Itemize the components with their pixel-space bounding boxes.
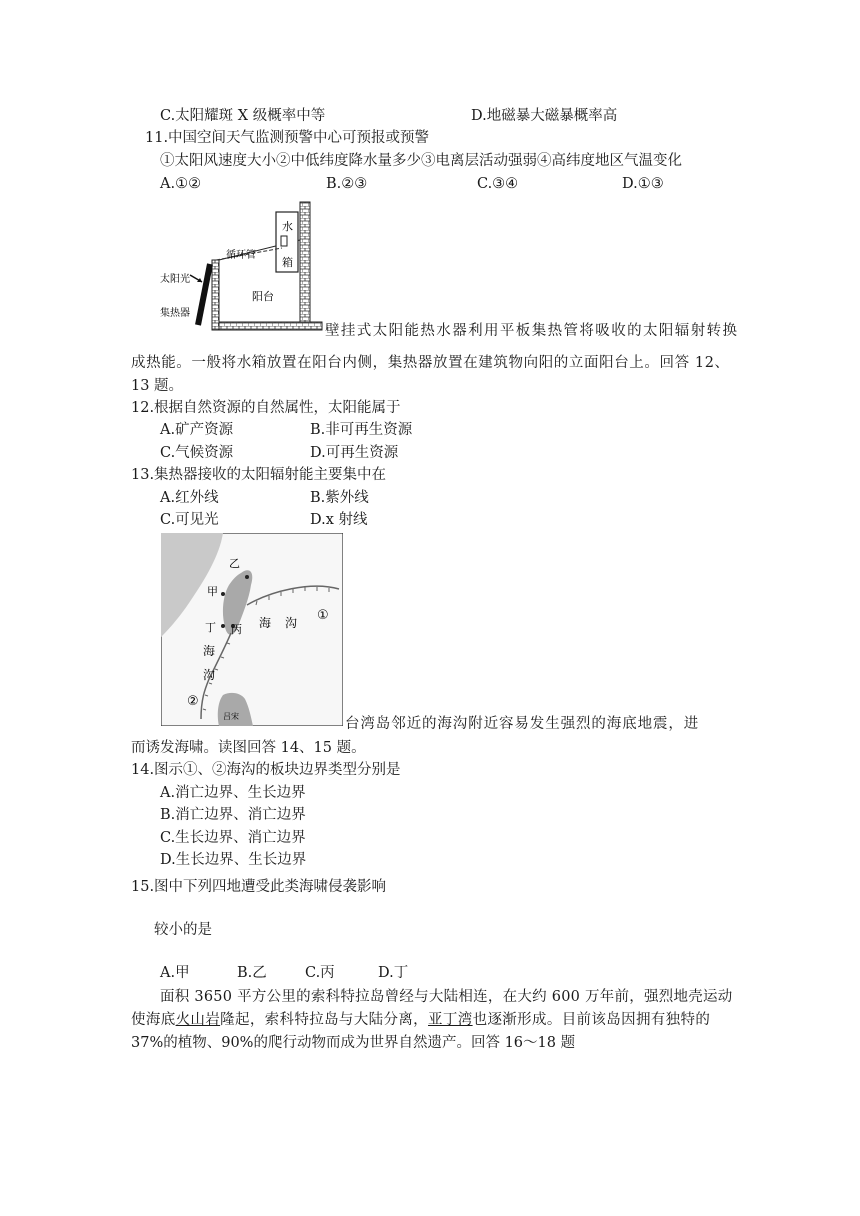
q14-stem: 14.图示①、②海沟的板块边界类型分别是 (131, 762, 401, 778)
passage3-line1: 面积 3650 平方公里的索科特拉岛曾经与大陆相连，在大约 600 万年前，强烈地壳运动 (160, 989, 733, 1005)
trench1-char-a: 海 (259, 616, 272, 630)
tank-label-1: 水 (282, 220, 293, 233)
q12-option-d: D.可再生资源 (310, 445, 399, 461)
q12-option-b: B.非可再生资源 (310, 422, 413, 438)
q13-option-d: D.x 射线 (310, 512, 368, 528)
q14-option-c: C.生长边界、消亡边界 (160, 830, 306, 846)
q12-option-c: C.气候资源 (160, 445, 234, 461)
passage3-line2-a: 使海底 (131, 1012, 176, 1028)
q13-option-a: A.红外线 (160, 490, 219, 506)
q14-option-b: B.消亡边界、消亡边界 (160, 807, 306, 823)
passage3-line2-b: 隆起，索科特拉岛与大陆分离， (220, 1012, 429, 1028)
term-volcanic-rock: 火山岩 (175, 1012, 221, 1028)
label-bing: 丙 (231, 623, 242, 636)
q11-option-c: C.③④ (477, 176, 519, 192)
trench2-char-a: 海 (203, 644, 216, 658)
passage1-line3: 13 题。 (131, 378, 184, 394)
trench1-number: ① (317, 608, 329, 623)
q11-stem: 11.中国空间天气监测预警中心可预报或预警 (145, 130, 430, 146)
sunlight-label: 太阳光 (160, 274, 190, 285)
trench1-char-b: 沟 (285, 616, 298, 630)
passage1-line2: 成热能。一般将水箱放置在阳台内侧，集热器放置在建筑物向阳的立面阳台上。回答 12、 (131, 355, 730, 371)
taiwan-trench-map (161, 533, 343, 726)
tank-label-2: 箱 (282, 256, 293, 269)
q12-option-a: A.矿产资源 (160, 422, 234, 438)
q13-stem: 13.集热器接收的太阳辐射能主要集中在 (131, 467, 387, 483)
pipe-label: 循环管 (226, 250, 256, 261)
q11-option-d: D.①③ (622, 176, 664, 192)
q13-option-c: C.可见光 (160, 512, 219, 528)
q12-stem: 12.根据自然资源的自然属性，太阳能属于 (131, 400, 401, 416)
q11-items: ①太阳风速度大小②中低纬度降水量多少③电离层活动强弱④高纬度地区气温变化 (160, 153, 682, 169)
balcony-label: 阳台 (252, 290, 274, 303)
q15-option-a: A.甲 (160, 965, 190, 981)
label-ding: 丁 (205, 621, 216, 634)
trench2-number: ② (187, 694, 199, 709)
q10-option-c: C.太阳耀斑 X 级概率中等 (160, 108, 326, 124)
label-jia: 甲 (207, 585, 218, 598)
passage1-line1: 壁挂式太阳能热水器利用平板集热管将吸收的太阳辐射转换 (325, 323, 739, 339)
passage2-line1: 台湾岛邻近的海沟附近容易发生强烈的海底地震，进 (345, 716, 700, 732)
q13-option-b: B.紫外线 (310, 490, 369, 506)
solar-heater-diagram (158, 200, 323, 335)
passage2-line2: 而诱发海啸。读图回答 14、15 题。 (131, 740, 366, 756)
q15-stem-line2: 较小的是 (154, 922, 212, 938)
passage3-line2-c: 也逐渐形成。目前该岛因拥有独特的 (472, 1012, 711, 1028)
q15-option-d: D.丁 (378, 965, 409, 981)
label-luzon: 吕宋 (223, 712, 239, 721)
q11-option-b: B.②③ (326, 176, 368, 192)
q15-option-b: B.乙 (237, 965, 267, 981)
label-yi: 乙 (229, 557, 240, 570)
trench2-char-b: 沟 (203, 668, 216, 682)
q11-option-a: A.①② (160, 176, 202, 192)
q14-option-a: A.消亡边界、生长边界 (160, 785, 306, 801)
collector-label: 集热器 (160, 308, 190, 319)
q10-option-d: D.地磁暴大磁暴概率高 (471, 108, 618, 124)
passage3-line3: 37%的植物、90%的爬行动物而成为世界自然遗产。回答 16～18 题 (131, 1035, 576, 1051)
q15-option-c: C.丙 (305, 965, 335, 981)
q15-stem-line1: 15.图中下列四地遭受此类海啸侵袭影响 (131, 879, 387, 895)
term-gulf-of-aden: 亚丁湾 (428, 1012, 473, 1028)
passage3-line2 (131, 1010, 710, 1030)
q14-option-d: D.生长边界、生长边界 (160, 852, 307, 868)
